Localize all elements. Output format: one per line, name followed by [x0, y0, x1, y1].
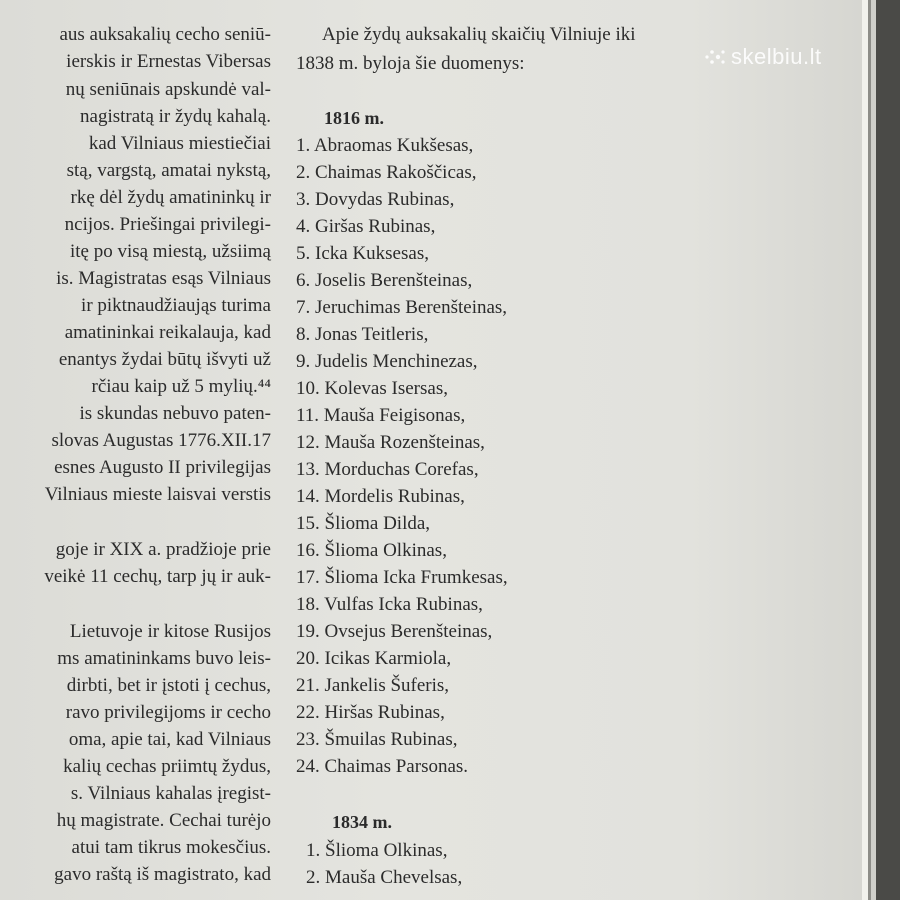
- list-item: 14. Mordelis Rubinas,: [296, 486, 465, 507]
- list-item: 2. Mauša Chevelsas,: [306, 867, 463, 888]
- left-line: rkę dėl žydų amatininkų ir: [70, 187, 271, 208]
- list-item: 20. Icikas Karmiola,: [296, 648, 452, 669]
- watermark-logo: [707, 44, 822, 70]
- left-line: esnes Augusto II privilegijas: [54, 457, 271, 478]
- list-item: 23. Šmuilas Rubinas,: [296, 729, 458, 750]
- list-item: 24. Chaimas Parsonas.: [296, 756, 469, 777]
- left-line: ravo privilegijoms ir cecho: [65, 702, 271, 723]
- list-item: 8. Jonas Teitleris,: [296, 324, 429, 345]
- left-line: itę po visą miestą, užsiimą: [69, 241, 271, 262]
- list-item: 1. Abraomas Kukšesas,: [296, 135, 474, 156]
- list-item: 5. Icka Kuksesas,: [296, 243, 429, 264]
- left-line: nagistratą ir žydų kahalą.: [80, 106, 271, 127]
- list-item: 11. Mauša Feigisonas,: [296, 405, 466, 426]
- left-line: kalių cechas priimtų žydus,: [63, 756, 271, 777]
- left-line: goje ir XIX a. pradžioje prie: [55, 539, 271, 560]
- left-line: dirbti, bet ir įstoti į cechus,: [66, 675, 271, 696]
- list-item: 15. Šlioma Dilda,: [296, 513, 431, 534]
- left-line: slovas Augustas 1776.XII.17: [51, 430, 271, 451]
- left-line: oma, apie tai, kad Vilniaus: [68, 729, 271, 750]
- dots-logo-icon: [704, 48, 726, 66]
- left-line: is skundas nebuvo paten-: [79, 403, 271, 424]
- list-item: 7. Jeruchimas Berenšteinas,: [296, 297, 508, 318]
- list-item: 3. Dovydas Rubinas,: [296, 189, 455, 210]
- left-line: Lietuvoje ir kitose Rusijos: [69, 621, 271, 642]
- left-line: amatininkai reikalauja, kad: [64, 322, 271, 343]
- list-item: 21. Jankelis Šuferis,: [296, 675, 450, 696]
- list-item: 12. Mauša Rozenšteinas,: [296, 432, 485, 453]
- left-line: Vilniaus mieste laisvai verstis: [44, 484, 271, 505]
- list-item: 10. Kolevas Isersas,: [296, 378, 448, 399]
- left-line: rčiau kaip už 5 mylių.⁴⁴: [91, 376, 271, 397]
- intro-line-1: Apie žydų auksakalių skaičių Vilniuje iki: [322, 24, 636, 45]
- list-item: 13. Morduchas Corefas,: [296, 459, 479, 480]
- left-line: atui tam tikrus mokesčius.: [71, 837, 271, 858]
- left-line: is. Magistratas esąs Vilniaus: [56, 268, 271, 289]
- left-line: aus auksakalių cecho seniū-: [59, 24, 271, 45]
- left-line: kad Vilniaus miestiečiai: [88, 133, 271, 154]
- left-line: gavo raštą iš magistrato, kad: [54, 864, 271, 885]
- left-line: stą, vargstą, amatai nykstą,: [66, 160, 271, 181]
- list-item: 1. Šlioma Olkinas,: [306, 840, 448, 861]
- left-line: ncijos. Priešingai privilegi-: [64, 214, 271, 235]
- list-item: 16. Šlioma Olkinas,: [296, 540, 447, 561]
- section-heading-1816: 1816 m.: [324, 108, 384, 128]
- list-item: 6. Joselis Berenšteinas,: [296, 270, 473, 291]
- list-item: 9. Judelis Menchinezas,: [296, 351, 478, 372]
- left-line: enantys žydai būtų išvyti už: [58, 349, 271, 370]
- left-line: ir piktnaudžiaująs turima: [81, 295, 271, 316]
- list-item: 4. Giršas Rubinas,: [296, 216, 436, 237]
- list-item: 19. Ovsejus Berenšteinas,: [296, 621, 493, 642]
- list-item: 22. Hiršas Rubinas,: [296, 702, 445, 723]
- left-line: ierskis ir Ernestas Vibersas: [66, 51, 271, 72]
- list-item: 2. Chaimas Rakoščicas,: [296, 162, 477, 183]
- left-line: hų magistrate. Cechai turėjo: [56, 810, 271, 831]
- intro-line-2: 1838 m. byloja šie duomenys:: [296, 53, 525, 74]
- left-line: veikė 11 cechų, tarp jų ir auk-: [44, 566, 271, 587]
- section-heading-1834: 1834 m.: [332, 812, 392, 832]
- left-line: ms amatininkams buvo leis-: [57, 648, 271, 669]
- left-text-column: [0, 0, 275, 900]
- book-cover-edge: [876, 0, 900, 900]
- left-line: nų seniūnais apskundė val-: [65, 79, 271, 100]
- left-line: s. Vilniaus kahalas įregist-: [70, 783, 271, 804]
- list-item: 17. Šlioma Icka Frumkesas,: [296, 567, 508, 588]
- list-item: 18. Vulfas Icka Rubinas,: [296, 594, 483, 615]
- watermark-text: skelbiu.lt: [731, 44, 822, 69]
